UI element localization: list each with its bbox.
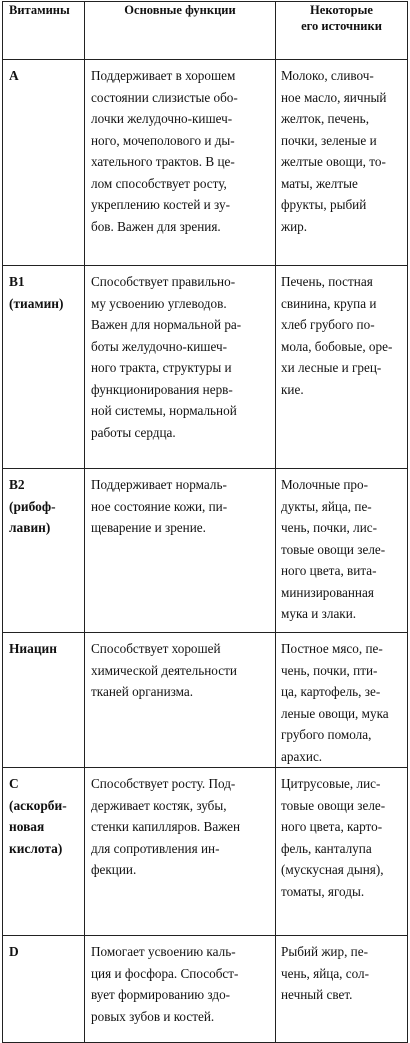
text-line: держивает костяк, зубы,: [91, 797, 227, 813]
text-line: тканей организма.: [91, 684, 194, 699]
text-line: Помогает усвоению каль-: [91, 944, 236, 959]
functions-cell: [85, 936, 276, 1043]
functions-cell-text: [85, 266, 275, 443]
text-line: жир.: [281, 218, 308, 234]
text-line: ца, картофель, зе-: [281, 684, 381, 699]
sources-cell-text: [276, 266, 407, 400]
text-line: кие.: [281, 381, 304, 397]
text-line: для сопротивления ин-: [91, 840, 220, 856]
text-line: функционирования нерв-: [91, 381, 233, 397]
sources-cell-text: [276, 768, 407, 902]
functions-cell: [85, 60, 276, 266]
text-line: (аскорби-: [9, 797, 67, 813]
sources-cell: [276, 936, 408, 1043]
text-line: В1: [9, 274, 25, 289]
text-line: Поддерживает в хорошем: [91, 68, 236, 83]
text-line: D: [9, 944, 19, 959]
functions-cell: [85, 633, 276, 768]
table-row: [3, 633, 408, 768]
text-line: Печень, постная: [281, 274, 373, 289]
table-row: [3, 936, 408, 1043]
sources-cell-text: [276, 633, 407, 767]
functions-cell: [85, 768, 276, 936]
text-line: му усвоению углеводов.: [91, 295, 227, 311]
table-header: [3, 2, 408, 60]
text-line: Молочные про-: [281, 477, 368, 492]
vitamin-name-cell-text: [3, 266, 84, 314]
table-row: [3, 768, 408, 936]
text-line: чень, почки, пти-: [281, 662, 378, 678]
text-line: лавин): [9, 520, 51, 535]
text-line: кислота): [9, 840, 63, 856]
text-line: почки, зеленые и: [281, 132, 377, 148]
text-line: ция и фосфора. Способст-: [91, 965, 239, 981]
vitamin-name-cell: [3, 60, 85, 266]
text-line: бов. Важен для зрения.: [91, 218, 221, 234]
vitamin-name-cell-text: [3, 633, 84, 660]
text-line: Способствует хорошей: [91, 641, 221, 656]
sources-cell: [276, 633, 408, 768]
text-line: мука и злаки.: [281, 606, 357, 621]
text-line: ное масло, яичный: [281, 89, 387, 105]
vitamin-name-cell: [3, 469, 85, 633]
functions-cell-text: [85, 936, 275, 1027]
text-line: желтые овощи, то-: [281, 154, 386, 169]
text-line: хи лесные и грец-: [281, 360, 382, 375]
text-line: томаты, ягоды.: [281, 883, 365, 899]
text-line: товые овощи зеле-: [281, 797, 386, 813]
text-line: ного, мочеполового и ды-: [91, 132, 235, 148]
vitamin-name-cell-text: [3, 768, 84, 859]
functions-cell: [85, 266, 276, 469]
text-line: фекции.: [91, 862, 137, 877]
text-line: арахис.: [281, 748, 323, 764]
text-line: стенки капилляров. Важен: [91, 819, 241, 834]
text-line: работы сердца.: [91, 424, 176, 440]
text-line: С: [9, 776, 19, 791]
header-functions: Основные функции: [85, 2, 276, 60]
sources-cell: [276, 266, 408, 469]
text-line: ровых зубов и костей.: [91, 1008, 215, 1024]
text-line: ного цвета, вита-: [281, 563, 377, 578]
text-line: минизированная: [281, 584, 374, 600]
text-line: лом способствует росту,: [91, 175, 227, 191]
sources-cell: [276, 768, 408, 936]
text-line: желток, печень,: [281, 111, 369, 126]
sources-cell: [276, 60, 408, 266]
text-line: новая: [9, 819, 45, 834]
text-line: ного цвета, карто-: [281, 819, 383, 834]
text-line: чень, яйца, сол-: [281, 965, 370, 981]
text-line: Поддерживает нормаль-: [91, 477, 227, 492]
text-line: Способствует правильно-: [91, 274, 236, 289]
text-line: вует формированию здо-: [91, 987, 231, 1002]
functions-cell-text: [85, 633, 275, 703]
text-line: Способствует росту. Под-: [91, 776, 236, 791]
vitamin-name-cell-text: [3, 60, 84, 87]
text-line: свинина, крупа и: [281, 295, 377, 311]
sources-cell-text: [276, 936, 407, 1006]
sources-cell: [276, 469, 408, 633]
table-row: [3, 469, 408, 633]
sources-cell-text: [276, 469, 407, 625]
text-line: (тиамин): [9, 295, 64, 311]
text-line: маты, желтые: [281, 175, 358, 191]
table-row: [3, 60, 408, 266]
text-line: ного тракта, структуры и: [91, 360, 232, 375]
text-line: дукты, яйца, пе-: [281, 498, 372, 514]
header-row: [3, 2, 408, 60]
text-line: (рибоф-: [9, 498, 56, 514]
text-line: ной системы, нормальной: [91, 403, 237, 418]
header-sources-line2: его источники: [301, 19, 382, 33]
text-line: боты желудочно-кишеч-: [91, 338, 227, 354]
text-line: нечный свет.: [281, 987, 353, 1002]
functions-cell-text: [85, 60, 275, 237]
text-line: Молоко, сливоч-: [281, 68, 374, 83]
text-line: Ниацин: [9, 641, 57, 656]
text-line: щеварение и зрение.: [91, 520, 206, 535]
table-row: [3, 266, 408, 469]
text-line: грубого помола,: [281, 727, 372, 742]
text-line: Постное мясо, пе-: [281, 641, 383, 656]
vitamin-name-cell-text: [3, 469, 84, 539]
text-line: укреплению костей и зу-: [91, 197, 230, 212]
text-line: лочки желудочно-кишеч-: [91, 111, 233, 126]
vitamins-table: [2, 1, 408, 1043]
text-line: Рыбий жир, пе-: [281, 944, 368, 959]
text-line: В2: [9, 477, 25, 492]
vitamin-name-cell: [3, 768, 85, 936]
text-line: товые овощи зеле-: [281, 541, 386, 557]
text-line: фрукты, рыбий: [281, 197, 367, 212]
text-line: Цитрусовые, лис-: [281, 776, 381, 791]
text-line: хлеб грубого по-: [281, 317, 375, 332]
text-line: мола, бобовые, оре-: [281, 338, 393, 354]
functions-cell: [85, 469, 276, 633]
vitamin-name-cell: [3, 266, 85, 469]
text-line: ное состояние кожи, пи-: [91, 498, 228, 514]
header-sources-line1: Некоторые: [310, 3, 373, 17]
text-line: хательного трактов. В це-: [91, 154, 235, 169]
functions-cell-text: [85, 469, 275, 539]
text-line: чень, почки, лис-: [281, 520, 378, 535]
text-line: А: [9, 68, 19, 83]
vitamin-name-cell: [3, 936, 85, 1043]
table-body: [3, 60, 408, 1043]
text-line: химической деятельности: [91, 662, 237, 678]
header-sources: [276, 2, 408, 60]
sources-cell-text: [276, 60, 407, 237]
header-vitamins: Витамины: [3, 2, 85, 60]
text-line: Важен для нормальной ра-: [91, 317, 242, 332]
text-line: состоянии слизистые обо-: [91, 89, 238, 105]
vitamin-name-cell: [3, 633, 85, 768]
text-line: (мускусная дыня),: [281, 862, 384, 877]
text-line: фель, канталупа: [281, 840, 372, 856]
text-line: леные овощи, мука: [281, 705, 389, 721]
vitamin-name-cell-text: [3, 936, 84, 963]
functions-cell-text: [85, 768, 275, 881]
